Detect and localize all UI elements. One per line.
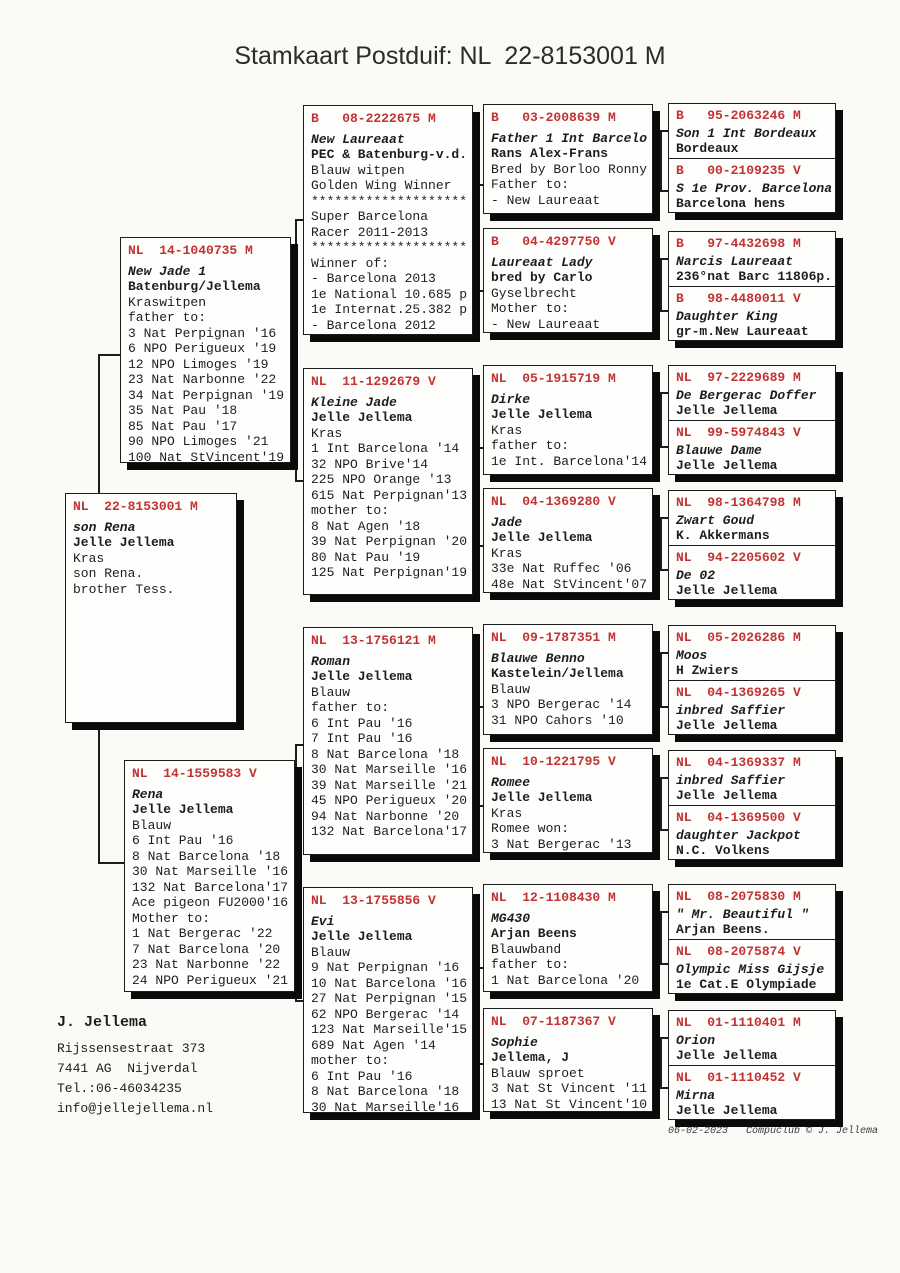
pedigree-line: 30 Nat Marseille '16 — [311, 762, 468, 777]
ring-number: NL 09-1787351 M — [491, 630, 616, 645]
pedigree-line: Golden Wing Winner — [311, 178, 452, 193]
owner-phone: Tel.:06-46034235 — [57, 1081, 182, 1096]
pigeon-name: Orion — [676, 1032, 716, 1048]
connector-line — [660, 517, 662, 571]
pedigree-line: 8 Nat Barcelona '18 — [311, 746, 460, 762]
pedigree-box-ffmf — [669, 232, 835, 286]
ring-number: NL 22-8153001 M — [73, 499, 198, 514]
pedigree-line: Jelle Jellema — [676, 458, 778, 473]
pedigree-line: father to: — [128, 310, 207, 325]
pigeon-name: Blauwe Dame — [676, 442, 762, 458]
pedigree-line: - Barcelona 2012 — [311, 317, 436, 333]
pedigree-line: 132 Nat Barcelona'17 — [311, 824, 468, 839]
pigeon-name: inbred Saffier — [676, 772, 786, 788]
pedigree-box-fff — [483, 104, 653, 214]
connector-line — [475, 967, 477, 1065]
ring-number: B 00-2109235 V — [676, 163, 801, 178]
pigeon-name: Daughter King — [676, 308, 778, 324]
pedigree-line: Blauw sproet — [491, 1065, 585, 1081]
pedigree-line: Blauw witpen — [311, 162, 405, 178]
pedigree-box-mmmf — [669, 1011, 835, 1065]
ring-number: NL 04-1369500 V — [676, 810, 801, 825]
pedigree-line: Jelle Jellema — [676, 583, 778, 598]
pigeon-name: Blauwe Benno — [491, 650, 585, 666]
connector-line — [660, 258, 662, 312]
pedigree-line: 125 Nat Perpignan'19 — [311, 565, 468, 580]
pedigree-line: 615 Nat Perpignan'13 — [311, 487, 468, 503]
ring-number: NL 10-1221795 V — [491, 754, 616, 769]
pedigree-line: Jelle Jellema — [676, 788, 778, 803]
pedigree-line: 1e Cat.E Olympiade — [676, 977, 817, 992]
pedigree-box-mfmm — [669, 805, 835, 859]
ring-number: NL 05-2026286 M — [676, 630, 801, 645]
pedigree-line: Jelle Jellema — [311, 669, 413, 684]
owner-name: J. Jellema — [57, 1014, 148, 1031]
owner-block — [57, 1014, 213, 1119]
pedigree-line: 35 Nat Pau '18 — [128, 403, 238, 418]
pedigree-line: father to: — [491, 438, 570, 453]
pigeon-name: Romee — [491, 774, 531, 790]
pigeon-name: Rena — [132, 786, 164, 802]
ring-number: NL 07-1187367 V — [491, 1014, 616, 1029]
pigeon-name: Evi — [311, 913, 335, 929]
pigeon-name: Kleine Jade — [311, 394, 397, 410]
pedigree-line: Mother to: — [132, 910, 211, 926]
pedigree-line: Jelle Jellema — [676, 718, 778, 733]
pedigree-line: 8 Nat Barcelona '18 — [132, 848, 281, 864]
ring-number: NL 01-1110452 V — [676, 1070, 801, 1085]
owner-city: 7441 AG Nijverdal — [57, 1061, 198, 1076]
pedigree-line: 90 NPO Limoges '21 — [128, 434, 269, 449]
pigeon-name: son Rena — [73, 519, 136, 535]
pedigree-line: 6 Int Pau '16 — [311, 1068, 413, 1084]
pedigree-box-fffm — [669, 158, 835, 212]
pigeon-name: MG430 — [491, 910, 531, 926]
pedigree-line: Blauw — [311, 944, 351, 960]
pigeon-name: Laureaat Lady — [491, 254, 593, 270]
pedigree-line: 6 Int Pau '16 — [311, 715, 413, 731]
pedigree-line: 24 NPO Perigueux '21 — [132, 972, 289, 988]
ring-number: NL 94-2205602 V — [676, 550, 801, 565]
ring-number: NL 11-1292679 V — [311, 374, 436, 389]
connector-line — [295, 219, 297, 482]
pedigree-box-mmm — [483, 1008, 653, 1112]
pedigree-box-ffm — [483, 228, 653, 333]
pedigree-line: 236°nat Barc 11806p. — [676, 269, 833, 284]
ring-number: NL 12-1108430 M — [491, 890, 616, 905]
pedigree-line: Kras — [491, 422, 523, 438]
pedigree-box-mffm — [669, 680, 835, 734]
pigeon-name: Olympic Miss Gijsje — [676, 961, 825, 977]
connector-line — [660, 911, 662, 965]
pedigree-box-mmff — [669, 885, 835, 939]
pigeon-name: De 02 — [676, 567, 716, 583]
pedigree-line: 132 Nat Barcelona'17 — [132, 879, 289, 895]
pedigree-line: bred by Carlo — [491, 270, 593, 285]
pedigree-line: 30 Nat Marseille '16 — [132, 864, 289, 879]
pedigree-box-ffmm — [669, 286, 835, 340]
pedigree-line: Blauw — [491, 681, 531, 697]
pedigree-box-fmmf — [669, 491, 835, 545]
pigeon-name: Mirna — [676, 1087, 716, 1103]
pedigree-box-mfff — [669, 626, 835, 680]
pedigree-line: - Barcelona 2013 — [311, 271, 436, 286]
ring-number: NL 97-2229689 M — [676, 370, 801, 385]
pedigree-line: 7 Int Pau '16 — [311, 731, 413, 746]
pedigree-line: 1e National 10.685 p — [311, 286, 468, 302]
pedigree-box-mmf — [483, 884, 653, 992]
pedigree-line: son Rena. — [73, 566, 144, 581]
connector-line — [660, 1037, 662, 1089]
pedigree-pair-mmm-parents — [668, 1010, 836, 1120]
connector-line — [660, 652, 662, 708]
pigeon-name: New Laureaat — [311, 131, 405, 147]
pedigree-line: 13 Nat St Vincent'10 — [491, 1096, 648, 1112]
pedigree-line: 62 NPO Bergerac '14 — [311, 1006, 460, 1022]
pedigree-line: 48e Nat StVincent'07 — [491, 576, 648, 592]
connector-line — [660, 392, 662, 448]
pedigree-line: K. Akkermans — [676, 528, 770, 543]
pigeon-name: daughter Jackpot — [676, 827, 801, 843]
pigeon-name: Jade — [491, 514, 523, 530]
pedigree-line: 23 Nat Narbonne '22 — [132, 957, 281, 972]
pedigree-line: mother to: — [311, 1053, 390, 1068]
pedigree-line: Bred by Borloo Ronny — [491, 161, 648, 177]
pedigree-line: N.C. Volkens — [676, 843, 770, 858]
pedigree-box-grandfather-paternal — [303, 105, 473, 335]
pedigree-box-subject — [65, 493, 237, 723]
pedigree-line: 8 Nat Agen '18 — [311, 518, 421, 534]
pedigree-box-mmfm — [669, 939, 835, 993]
pedigree-line: Arjan Beens. — [676, 922, 770, 937]
pedigree-box-fmfm — [669, 420, 835, 474]
pedigree-pair-mff-parents — [668, 625, 836, 735]
pedigree-box-grandmother-paternal — [303, 368, 473, 595]
pedigree-line: 85 Nat Pau '17 — [128, 418, 238, 434]
pedigree-line: - New Laureaat — [491, 192, 601, 208]
ring-number: NL 01-1110401 M — [676, 1015, 801, 1030]
pedigree-line: Kraswitpen — [128, 294, 207, 310]
pigeon-name: Father 1 Int Barcelo — [491, 130, 648, 146]
pedigree-box-fmff — [669, 366, 835, 420]
pedigree-box-fmf — [483, 365, 653, 475]
pigeon-name: Son 1 Int Bordeaux — [676, 125, 817, 141]
ring-number: NL 05-1915719 M — [491, 371, 616, 386]
pedigree-line: Gyselbrecht — [491, 285, 577, 301]
pedigree-line: 39 Nat Marseille '21 — [311, 777, 468, 793]
pedigree-line: Father to: — [491, 177, 570, 192]
pedigree-line: Kastelein/Jellema — [491, 666, 624, 681]
pedigree-line: father to: — [491, 957, 570, 972]
pedigree-line: Jelle Jellema — [311, 929, 413, 944]
owner-street: Rijssensestraat 373 — [57, 1041, 206, 1056]
pedigree-line: 39 Nat Perpignan '20 — [311, 534, 468, 549]
pedigree-box-mff — [483, 624, 653, 735]
pedigree-line: Kras — [73, 550, 105, 566]
pedigree-line: ******************** — [311, 240, 468, 255]
pedigree-line: Jelle Jellema — [491, 530, 593, 545]
ring-number: B 98-4480011 V — [676, 291, 801, 306]
pigeon-name: Sophie — [491, 1034, 538, 1050]
pedigree-line: 12 NPO Limoges '19 — [128, 356, 269, 372]
pedigree-line: Rans Alex-Frans — [491, 146, 609, 161]
pedigree-line: 1 Int Barcelona '14 — [311, 441, 460, 456]
pedigree-line: Racer 2011-2013 — [311, 224, 429, 240]
pedigree-line: Blauwband — [491, 941, 562, 957]
pedigree-line: 123 Nat Marseille'15 — [311, 1022, 468, 1037]
pedigree-line: 7 Nat Barcelona '20 — [132, 941, 281, 957]
pedigree-line: Jelle Jellema — [491, 407, 593, 422]
pedigree-pair-fff-parents — [668, 103, 836, 213]
ring-number: NL 13-1755856 V — [311, 893, 436, 908]
pedigree-line: 32 NPO Brive'14 — [311, 456, 429, 472]
footer-credit: 06-02-2023 Compuclub © J. Jellema — [668, 1126, 879, 1137]
ring-number: NL 04-1369280 V — [491, 494, 616, 509]
pedigree-line: Kras — [491, 545, 523, 561]
pedigree-line: Jelle Jellema — [311, 410, 413, 425]
ring-number: B 04-4297750 V — [491, 234, 616, 249]
pedigree-box-father — [120, 237, 291, 463]
ring-number: B 97-4432698 M — [676, 236, 801, 251]
pedigree-line: 31 NPO Cahors '10 — [491, 712, 624, 728]
pedigree-line: Jelle Jellema — [676, 1103, 778, 1118]
pedigree-line: Jelle Jellema — [132, 802, 234, 817]
pedigree-line: Batenburg/Jellema — [128, 279, 261, 294]
pedigree-line: 3 Nat St Vincent '11 — [491, 1081, 648, 1096]
pedigree-line: 1 Nat Bergerac '22 — [132, 926, 273, 941]
connector-line — [475, 706, 477, 807]
pedigree-line: Mother to: — [491, 301, 570, 316]
ring-number: NL 14-1040735 M — [128, 243, 253, 258]
pedigree-box-mfmf — [669, 751, 835, 805]
pigeon-name: De Bergerac Doffer — [676, 387, 817, 403]
pedigree-line: 34 Nat Perpignan '19 — [128, 387, 285, 403]
pedigree-line: 10 Nat Barcelona '16 — [311, 975, 468, 991]
connector-line — [660, 777, 662, 831]
pedigree-box-mother — [124, 760, 295, 992]
pedigree-line: Bordeaux — [676, 141, 739, 156]
pigeon-name: Dirke — [491, 391, 531, 407]
pedigree-line: 3 Nat Perpignan '16 — [128, 325, 277, 341]
pedigree-line: PEC & Batenburg-v.d. — [311, 147, 468, 162]
ring-number: NL 98-1364798 M — [676, 495, 801, 510]
pedigree-line: 27 Nat Perpignan '15 — [311, 991, 468, 1006]
pedigree-box-mfm — [483, 748, 653, 853]
pedigree-line: gr-m.New Laureaat — [676, 324, 809, 339]
pedigree-line: 80 Nat Pau '19 — [311, 549, 421, 565]
pedigree-pair-fmm-parents — [668, 490, 836, 600]
pedigree-box-fmmm — [669, 545, 835, 599]
pedigree-line: 45 NPO Perigueux '20 — [311, 793, 468, 808]
pedigree-line: 23 Nat Narbonne '22 — [128, 372, 277, 387]
pigeon-name: Moos — [676, 647, 708, 663]
pedigree-line: 100 Nat StVincent'19 — [128, 449, 285, 463]
pedigree-line: 3 NPO Bergerac '14 — [491, 697, 632, 712]
pedigree-line: 1e Internat.25.382 p — [311, 302, 468, 317]
pedigree-line: Ace pigeon FU2000'16 — [132, 895, 289, 910]
pedigree-line: 94 Nat Narbonne '20 — [311, 808, 460, 824]
pedigree-pair-mfm-parents — [668, 750, 836, 860]
ring-number: NL 13-1756121 M — [311, 633, 436, 648]
ring-number: NL 14-1559583 V — [132, 766, 257, 781]
ring-number: NL 04-1369337 M — [676, 755, 801, 770]
pedigree-line: Blauw — [311, 684, 351, 700]
pigeon-name: " Mr. Beautiful " — [676, 906, 809, 922]
connector-line — [475, 184, 477, 292]
pedigree-line: 689 Nat Agen '14 — [311, 1037, 436, 1053]
ring-number: NL 08-2075830 M — [676, 889, 801, 904]
pedigree-line: 6 NPO Perigueux '19 — [128, 341, 277, 356]
pigeon-name: New Jade 1 — [128, 263, 207, 279]
connector-line — [475, 447, 477, 547]
pedigree-line: Kras — [311, 425, 343, 441]
pedigree-line: 9 Nat Perpignan '16 — [311, 960, 460, 975]
pedigree-line: Jelle Jellema — [676, 1048, 778, 1063]
pedigree-pair-ffm-parents — [668, 231, 836, 341]
pedigree-box-ffff — [669, 104, 835, 158]
pedigree-box-fmm — [483, 488, 653, 593]
pedigree-line: Jelle Jellema — [491, 790, 593, 805]
pedigree-line: Barcelona hens — [676, 196, 786, 211]
pedigree-line: H Zwiers — [676, 663, 739, 678]
connector-line — [660, 130, 662, 192]
pedigree-box-mmmm — [669, 1065, 835, 1119]
pedigree-line: Romee won: — [491, 821, 570, 836]
ring-number: NL 08-2075874 V — [676, 944, 801, 959]
pedigree-line: Arjan Beens — [491, 926, 577, 941]
pedigree-line: mother to: — [311, 503, 390, 518]
ring-number: B 03-2008639 M — [491, 110, 616, 125]
pigeon-name: S 1e Prov. Barcelona — [676, 180, 833, 196]
pedigree-line: brother Tess. — [73, 581, 175, 597]
ring-number: NL 99-5974843 V — [676, 425, 801, 440]
ring-number: B 95-2063246 M — [676, 108, 801, 123]
pedigree-box-grandfather-maternal — [303, 627, 473, 855]
pigeon-name: inbred Saffier — [676, 702, 786, 718]
pedigree-line: 8 Nat Barcelona '18 — [311, 1084, 460, 1099]
pedigree-line: ******************** — [311, 193, 468, 209]
pedigree-line: 33e Nat Ruffec '06 — [491, 561, 632, 576]
page-title: Stamkaart Postduif: NL 22-8153001 M — [234, 42, 666, 70]
pedigree-line: Jellema, J — [491, 1050, 570, 1065]
pedigree-box-grandmother-maternal — [303, 887, 473, 1113]
pedigree-pair-mmf-parents — [668, 884, 836, 994]
pedigree-line: father to: — [311, 700, 390, 715]
pedigree-line: Jelle Jellema — [73, 535, 175, 550]
pedigree-line: Jelle Jellema — [676, 403, 778, 418]
pigeon-name: Roman — [311, 653, 351, 669]
pigeon-name: Zwart Goud — [676, 512, 755, 528]
pedigree-line: 30 Nat Marseille'16 — [311, 1099, 460, 1113]
pedigree-line: Winner of: — [311, 255, 390, 271]
pedigree-line: 1 Nat Barcelona '20 — [491, 972, 640, 988]
pedigree-line: 1e Int. Barcelona'14 — [491, 453, 648, 469]
pedigree-line: 225 NPO Orange '13 — [311, 472, 452, 487]
pedigree-line: Blauw — [132, 817, 172, 833]
pedigree-line: Super Barcelona — [311, 209, 429, 224]
pedigree-line: 3 Nat Bergerac '13 — [491, 836, 632, 852]
owner-email: info@jellejellema.nl — [57, 1101, 214, 1116]
pedigree-line: 6 Int Pau '16 — [132, 833, 234, 848]
connector-line — [295, 744, 297, 1002]
pedigree-line: Kras — [491, 805, 523, 821]
pedigree-pair-fmf-parents — [668, 365, 836, 475]
pedigree-line: - New Laureaat — [491, 316, 601, 332]
ring-number: NL 04-1369265 V — [676, 685, 801, 700]
pigeon-name: Narcis Laureaat — [676, 253, 794, 269]
ring-number: B 08-2222675 M — [311, 111, 436, 126]
